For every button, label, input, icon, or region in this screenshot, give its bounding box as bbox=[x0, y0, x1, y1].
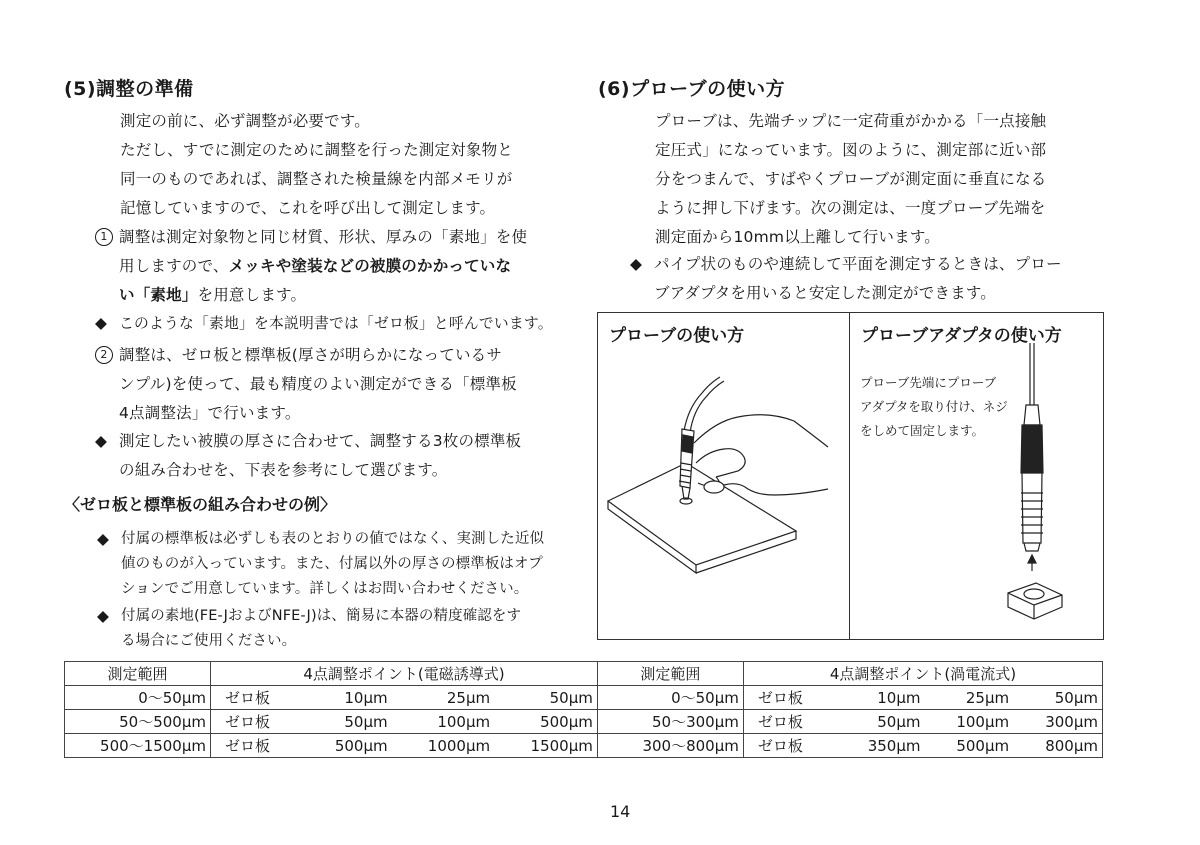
note-line: ションでご用意しています。詳しくはお問い合わせください。 bbox=[121, 581, 529, 597]
figure-note-line: アダプタを取り付け、ネジ bbox=[860, 399, 1008, 414]
intro-line: ただし、すでに測定のために調整を行った測定対象物と bbox=[120, 141, 513, 159]
step-1-emphasis: い「素地」 bbox=[119, 286, 198, 304]
note-line: ブアダプタを用いると安定した測定ができます。 bbox=[654, 284, 996, 302]
cell-value: 100μm bbox=[925, 710, 1014, 734]
intro-line: 記憶していますので、これを呼び出して測定します。 bbox=[120, 199, 496, 217]
step-2-line: 4点調整法」で行います。 bbox=[119, 404, 301, 422]
cell-zero: ゼロ板 bbox=[743, 734, 836, 758]
cell-value: 10μm bbox=[303, 686, 392, 710]
note-zero-plate bbox=[95, 309, 553, 338]
note-standard-plates bbox=[95, 427, 521, 485]
step-1-text: を用意します。 bbox=[197, 286, 307, 304]
header-range-em: 測定範囲 bbox=[65, 662, 211, 686]
intro-line: プローブは、先端チップに一定荷重がかかる「一点接触 bbox=[655, 112, 1047, 130]
intro-line: 測定面から10mm以上離して行います。 bbox=[655, 228, 940, 246]
figure-note-line: をしめて固定します。 bbox=[860, 423, 985, 438]
note-accessory-plates bbox=[97, 527, 544, 602]
combination-subheading: 〈ゼロ板と標準板の組み合わせの例〉 bbox=[64, 495, 337, 514]
figure-note-line: プローブ先端にプローブ bbox=[860, 375, 997, 390]
cell-value: 10μm bbox=[836, 686, 925, 710]
header-points-ec: 4点調整ポイント(渦電流式) bbox=[743, 662, 1102, 686]
step-number-2: 2 bbox=[95, 346, 113, 364]
step-2-line: ンプル)を使って、最も精度のよい測定ができる「標準板 bbox=[119, 375, 517, 393]
intro-line: 定圧式」になっています。図のように、測定部に近い部 bbox=[655, 141, 1047, 159]
diamond-bullet-icon: ◆ bbox=[95, 314, 108, 332]
header-points-em: 4点調整ポイント(電磁誘導式) bbox=[211, 662, 598, 686]
table-header-row bbox=[65, 662, 1103, 686]
cell-zero: ゼロ板 bbox=[211, 710, 304, 734]
section-5-heading: (5)調整の準備 bbox=[64, 78, 194, 100]
diamond-bullet-icon: ◆ bbox=[95, 432, 108, 450]
figure-right-title: プローブアダプタの使い方 bbox=[861, 326, 1062, 346]
note-line: パイプ状のものや連続して平面を測定するときは、プロー bbox=[654, 255, 1062, 273]
cell-value: 300μm bbox=[1013, 710, 1102, 734]
cell-value: 350μm bbox=[836, 734, 925, 758]
figure-left-title: プローブの使い方 bbox=[609, 326, 745, 346]
step-1 bbox=[95, 223, 527, 310]
diamond-bullet-icon: ◆ bbox=[97, 530, 110, 548]
cell-range: 300〜800μm bbox=[597, 734, 743, 758]
intro-line: ように押し下げます。次の測定は、一度プローブ先端を bbox=[655, 199, 1046, 217]
note-line: 付属の素地(FE-JおよびNFE-J)は、簡易に本器の精度確認をす bbox=[121, 608, 522, 624]
cell-value: 50μm bbox=[836, 710, 925, 734]
cell-value: 25μm bbox=[925, 686, 1014, 710]
step-2 bbox=[95, 341, 517, 428]
hand-probe-illustration bbox=[598, 313, 848, 638]
section-6-intro bbox=[655, 107, 1046, 252]
step-1-emphasis: メッキや塗装などの被膜のかかっていな bbox=[228, 257, 512, 275]
cell-zero: ゼロ板 bbox=[211, 734, 304, 758]
section-5-intro bbox=[120, 107, 513, 223]
cell-value: 500μm bbox=[925, 734, 1014, 758]
probe-adapter-illustration bbox=[850, 313, 1102, 638]
step-1-text: 用しますので、 bbox=[119, 257, 229, 275]
step-2-line: 調整は、ゼロ板と標準板(厚さが明らかになっているサ bbox=[119, 346, 503, 364]
cell-zero: ゼロ板 bbox=[743, 686, 836, 710]
cell-range: 0〜50μm bbox=[65, 686, 211, 710]
cell-value: 50μm bbox=[494, 686, 597, 710]
table-row bbox=[65, 710, 1103, 734]
diamond-bullet-icon: ◆ bbox=[97, 607, 110, 625]
cell-range: 50〜500μm bbox=[65, 710, 211, 734]
cell-value: 1000μm bbox=[392, 734, 495, 758]
note-line: 測定したい被膜の厚さに合わせて、調整する3枚の標準板 bbox=[119, 432, 522, 450]
step-1-line: 調整は測定対象物と同じ材質、形状、厚みの「素地」を使 bbox=[119, 228, 528, 246]
cell-zero: ゼロ板 bbox=[743, 710, 836, 734]
intro-line: 測定の前に、必ず調整が必要です。 bbox=[120, 112, 370, 130]
note-text: このような「素地」を本説明書では「ゼロ板」と呼んでいます。 bbox=[119, 315, 553, 332]
diamond-bullet-icon: ◆ bbox=[630, 255, 643, 273]
note-line: の組み合わせを、下表を参考にして選びます。 bbox=[119, 461, 448, 479]
note-line: 付属の標準板は必ずしも表のとおりの値ではなく、実測した近似 bbox=[121, 531, 545, 547]
probe-usage-figure bbox=[597, 312, 1104, 640]
cell-range: 500〜1500μm bbox=[65, 734, 211, 758]
cell-value: 50μm bbox=[1013, 686, 1102, 710]
cell-value: 25μm bbox=[392, 686, 495, 710]
note-accessory-substrate bbox=[97, 604, 521, 654]
combination-table bbox=[64, 661, 1103, 758]
table-row bbox=[65, 734, 1103, 758]
cell-range: 0〜50μm bbox=[597, 686, 743, 710]
intro-line: 同一のものであれば、調整された検量線を内部メモリが bbox=[120, 170, 513, 188]
table-row bbox=[65, 686, 1103, 710]
cell-value: 500μm bbox=[494, 710, 597, 734]
section-6-heading: (6)プローブの使い方 bbox=[598, 78, 786, 100]
note-line: る場合にご使用ください。 bbox=[121, 633, 297, 649]
header-range-ec: 測定範囲 bbox=[597, 662, 743, 686]
cell-value: 50μm bbox=[303, 710, 392, 734]
cell-value: 500μm bbox=[303, 734, 392, 758]
cell-range: 50〜300μm bbox=[597, 710, 743, 734]
step-number-1: 1 bbox=[95, 228, 113, 246]
note-probe-adapter bbox=[630, 250, 1062, 308]
page-number: 14 bbox=[610, 802, 631, 821]
cell-value: 100μm bbox=[392, 710, 495, 734]
note-line: 値のものが入っています。また、付属以外の厚さの標準板はオプ bbox=[121, 556, 543, 572]
cell-value: 800μm bbox=[1013, 734, 1102, 758]
intro-line: 分をつまんで、すばやくプローブが測定面に垂直になる bbox=[655, 170, 1047, 188]
cell-value: 1500μm bbox=[494, 734, 597, 758]
cell-zero: ゼロ板 bbox=[211, 686, 304, 710]
